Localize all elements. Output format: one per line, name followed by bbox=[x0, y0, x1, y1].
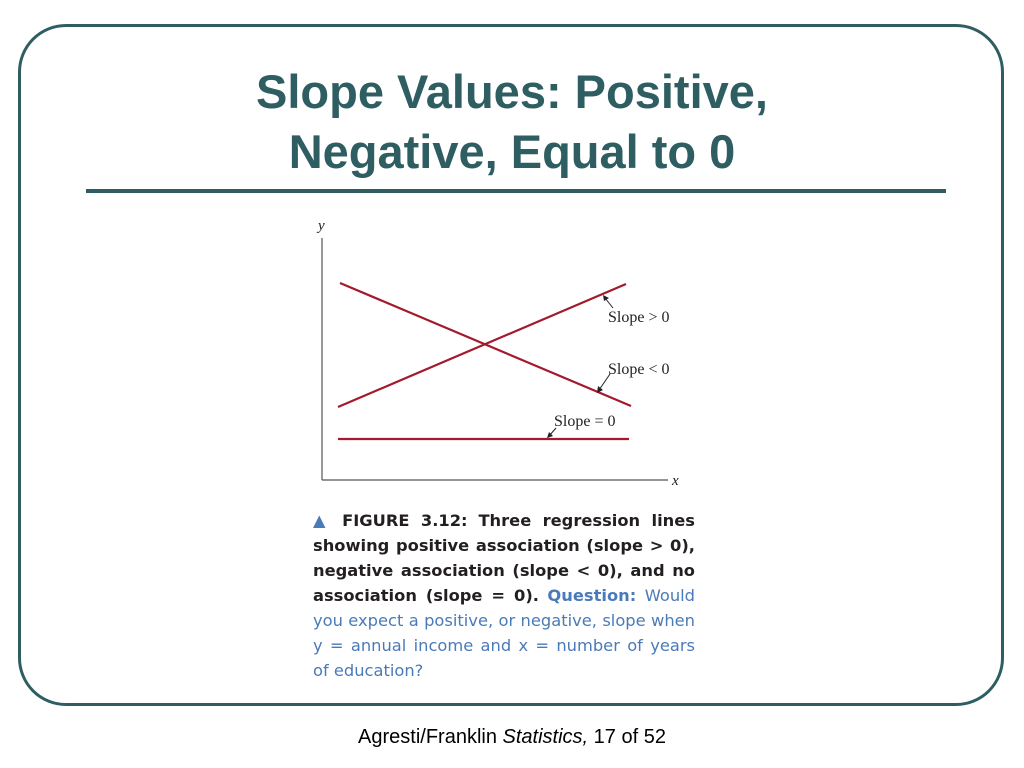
figure-caption bbox=[313, 508, 695, 683]
figure-label: FIGURE 3.12: bbox=[342, 511, 468, 530]
positive-slope-line bbox=[338, 284, 626, 407]
slide-footer bbox=[0, 726, 1024, 749]
x-axis-label: x bbox=[672, 473, 679, 489]
slide-title bbox=[0, 62, 1024, 182]
footer-book-title: Statistics, bbox=[502, 726, 589, 748]
title-divider bbox=[86, 189, 946, 193]
positive-slope-label: Slope > 0 bbox=[608, 309, 670, 326]
slide-title-line-2: Negative, Equal to 0 bbox=[288, 125, 736, 178]
footer-author: Agresti/Franklin bbox=[358, 726, 503, 748]
slide-title-line-1: Slope Values: Positive, bbox=[256, 65, 768, 118]
y-axis-label: y bbox=[318, 218, 325, 234]
zero-slope-label: Slope = 0 bbox=[554, 413, 616, 430]
negative-slope-label: Slope < 0 bbox=[608, 361, 670, 378]
question-text: Would you expect a positive, or negative, slope when y = annual income and x = number of years of education? bbox=[313, 586, 696, 680]
positive-slope-arrow bbox=[603, 295, 613, 308]
caption-bold-text: Three regression lines showing positive association (slope > 0), negative association (slope < 0), and no association (slope = 0). bbox=[313, 511, 695, 605]
regression-lines-figure bbox=[300, 208, 700, 498]
footer-page-number: 17 of 52 bbox=[588, 726, 666, 748]
caption-triangle-icon: ▲ bbox=[313, 511, 332, 530]
question-label: Question: bbox=[547, 586, 637, 605]
